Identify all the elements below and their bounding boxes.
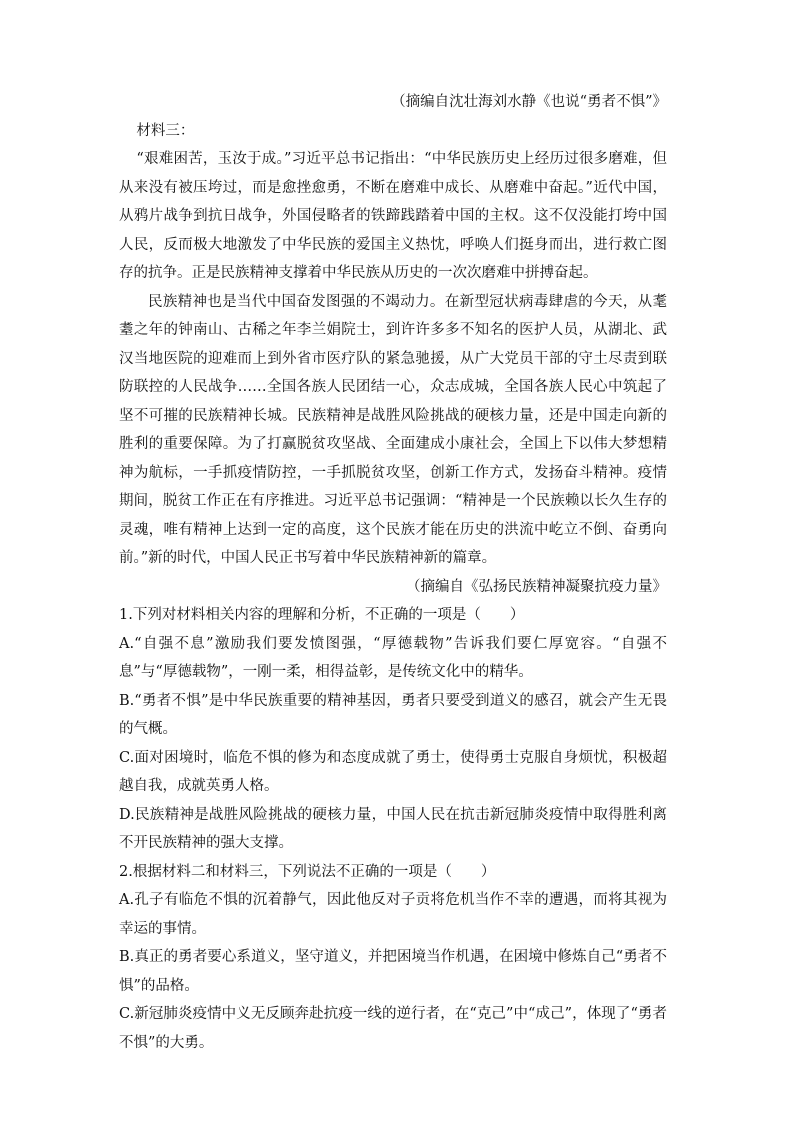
source-citation-1: （摘编自沈壮海刘水静《也说“勇者不惧”》 <box>391 94 667 110</box>
question-1 <box>119 601 667 858</box>
question-1-option-d: D.民族精神是战胜风险挑战的硬核力量，中国人民在抗击新冠肺炎疫情中取得胜利离不开民族精神的强大支撑。 <box>119 806 667 851</box>
question-1-option-c: C.面对困境时，临危不惧的修为和态度成就了勇士，使得勇士克服自身烦忧，积极超越自我，成就英勇人格。 <box>119 749 667 794</box>
question-2-option-b: B.真正的勇者要心系道义，坚守道义，并把困境当作机遇，在困境中修炼自己“勇者不惧”的品格。 <box>119 949 667 994</box>
document-content <box>119 88 667 1057</box>
material-3-title: 材料三： <box>136 122 195 139</box>
source-citation-2: （摘编自《弘扬民族精神凝聚抗疫力量》 <box>406 578 667 595</box>
material-3-paragraph-2: 民族精神也是当代中国奋发图强的不竭动力。在新型冠状病毒肆虐的今天，从耄耋之年的钟南山、古稀之年李兰娟院士，到许许多多不知名的医护人员，从湖北、武汉当地医院的迎难而上到外省市医疗队的紧急驰援，从广大党员干部的守土尽责到联防联控的人民战争……全国各族人民团结一心，众志成城，全国各族人民心中筑起了坚不可摧的民族精神长城。民族精神是战胜风险挑战的硬核力量，还是中国走向新的胜利的重要保障。为了打赢脱贫攻坚战、全面建成小康社会，全国上下以伟大梦想精神为航标，一手抓疫情防控，一手抓脱贫攻坚，创新工作方式，发扬奋斗精神。疫情期间，脱贫工作正在有序推进。习近平总书记强调：“精神是一个民族赖以长久生存的灵魂，唯有精神上达到一定的高度，这个民族才能在历史的洪流中屹立不倒、奋勇向前。”新的时代，中国人民正书写着中华民族精神新的篇章。 <box>119 293 667 566</box>
question-1-stem: 1.下列对材料相关内容的理解和分析，不正确的一项是（ ） <box>119 607 525 623</box>
question-1-option-a: A.“自强不息”激励我们要发愤图强，“厚德载物”告诉我们要仁厚宽容。“自强不息”与“厚德载物”，一刚一柔，相得益彰，是传统文化中的精华。 <box>119 635 667 680</box>
question-2-option-a: A.孔子有临危不惧的沉着静气，因此他反对子贡将危机当作不幸的遭遇，而将其视为幸运的事情。 <box>119 892 667 937</box>
question-2 <box>119 858 667 1058</box>
question-2-stem: 2.根据材料二和材料三，下列说法不正确的一项是（ ） <box>119 863 496 880</box>
question-2-option-c: C.新冠肺炎疫情中义无反顾奔赴抗疫一线的逆行者，在“克己”中“成己”，体现了“勇者不惧”的大勇。 <box>119 1006 667 1051</box>
question-1-option-b: B.“勇者不惧”是中华民族重要的精神基因，勇者只要受到道义的感召，就会产生无畏的气概。 <box>119 692 667 737</box>
material-3-paragraph-1: “艰难困苦，玉汝于成。”习近平总书记指出：“中华民族历史上经历过很多磨难，但从来没有被压垮过，而是愈挫愈勇，不断在磨难中成长、从磨难中奋起。”近代中国，从鸦片战争到抗日战争，外国侵略者的铁蹄践踏着中国的主权。这不仅没能打垮中国人民，反而极大地激发了中华民族的爱国主义热忱，呼唤人们挺身而出，进行救亡图存的抗争。正是民族精神支撑着中华民族从历史的一次次磨难中拼搏奋起。 <box>119 151 667 281</box>
